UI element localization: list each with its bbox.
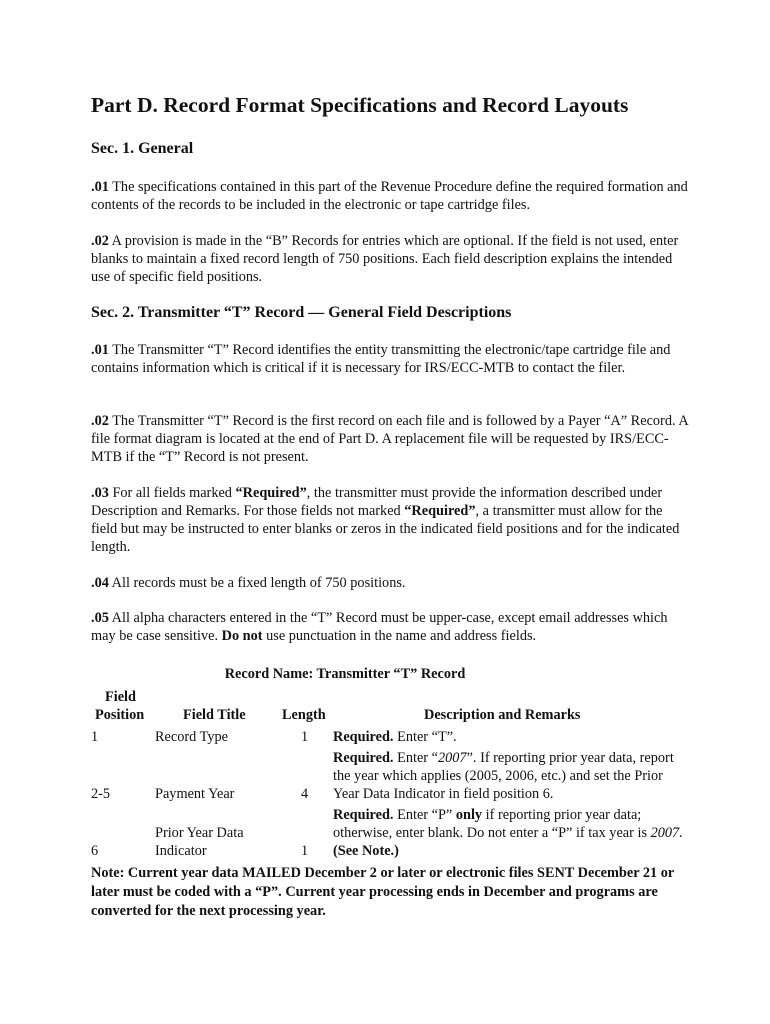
row2-field-title: Payment Year [155,786,235,802]
row3-position: 6 [91,843,99,859]
row2-position: 2-5 [91,786,111,802]
sec1-paragraph-01: .01 The specifications contained in this part of the Revenue Procedure define the required formation and contents of the records to be included in the electronic or tape cartridge files. [91,179,688,213]
header-length: Length [282,707,326,723]
row1-length: 1 [301,729,309,745]
sec1-paragraph-02: .02 A provision is made in the “B” Records for entries which are optional. If the field is not used, enter blanks to maintain a fixed record length of 750 positions. Each field description explains the intended use of specific field positions. [91,233,679,285]
sec2-paragraph-03: .03 For all fields marked “Required”, the transmitter must provide the information described under Description and Remarks. For those fields not marked “Required”, a transmitter must allow for the field but may be instructed to enter blanks or zeros in the indicated field positions and for the indicated length. [91,485,680,555]
row3-field-title-line2: Indicator [155,843,207,859]
row3-description: Required. Enter “P” only if reporting prior year data; otherwise, enter blank. Do not enter a “P” if tax year is 2007. (See Note.) [333,807,683,859]
header-position: Position [95,707,145,723]
sec2-paragraph-02: .02 The Transmitter “T” Record is the first record on each file and is followed by a Payer “A” Record. A file format diagram is located at the end of Part D. A replacement file will be requested by IRS/ECC-MTB if the “T” Record is not present. [91,413,688,465]
table-caption: Record Name: Transmitter “T” Record [224,666,466,682]
sec2-paragraph-05: .05 All alpha characters entered in the “T” Record must be upper-case, except email addresses which may be case sensitive. Do not use punctuation in the name and address fields. [91,610,668,644]
processing-note: Note: Current year data MAILED December 2 or later or electronic files SENT December 21 or later must be coded with a “P”. Current year processing ends in December and programs are converted for the next processing year. [91,865,674,919]
row1-description: Required. Enter “T”. [333,729,457,745]
page-title: Part D. Record Format Specifications and Record Layouts [91,93,629,117]
sec2-heading: Sec. 2. Transmitter “T” Record — General Field Descriptions [91,304,512,321]
header-field-title: Field Title [183,707,246,723]
header-description: Description and Remarks [424,707,581,723]
row2-description: Required. Enter “2007”. If reporting prior year data, report the year which applies (2005, 2006, etc.) and set the Prior Year Data Indicator in field position 6. [333,750,674,802]
row2-length: 4 [301,786,309,802]
row3-length: 1 [301,843,309,859]
row1-field-title: Record Type [155,729,228,745]
sec2-paragraph-01: .01 The Transmitter “T” Record identifies the entity transmitting the electronic/tape cartridge file and contains information which is critical if it is necessary for IRS/ECC-MTB to contact the filer. [91,342,671,376]
row1-position: 1 [91,729,99,745]
row3-field-title-line1: Prior Year Data [155,825,244,841]
sec1-heading: Sec. 1. General [91,140,194,157]
sec2-paragraph-04: .04 All records must be a fixed length of 750 positions. [91,575,406,591]
header-field: Field [105,689,136,705]
